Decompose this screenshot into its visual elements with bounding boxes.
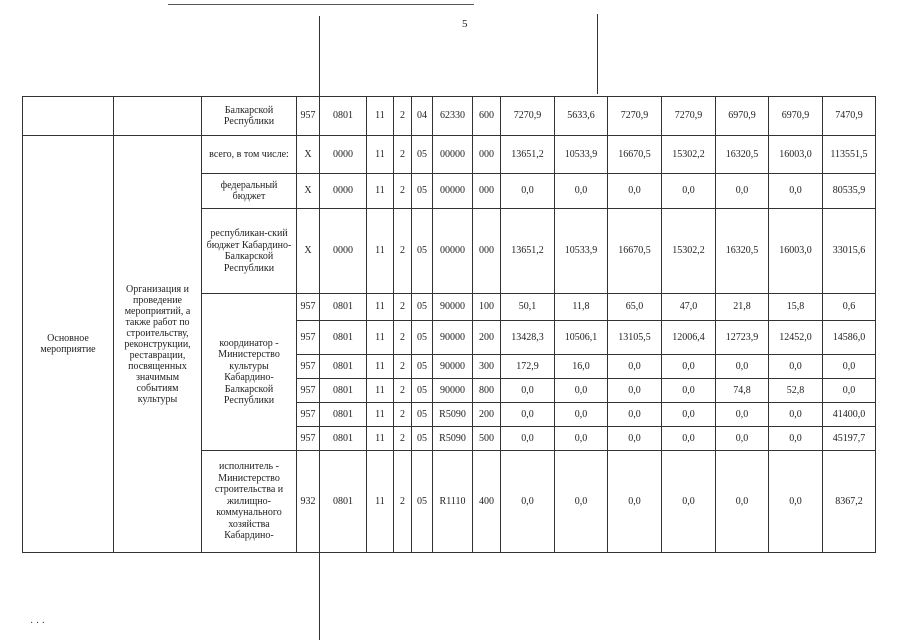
empty-cell [23, 97, 114, 136]
expense-type-code: 000 [473, 136, 501, 174]
grbs-code: 957 [297, 294, 320, 321]
expense-type-code: 200 [473, 403, 501, 427]
direction-code: 90000 [433, 355, 473, 379]
expense-type-code: 800 [473, 379, 501, 403]
value-cell: 21,8 [716, 294, 769, 321]
section-code: 0801 [320, 403, 367, 427]
row-label: Балкарской Республики [202, 97, 297, 136]
section-code: 0801 [320, 355, 367, 379]
subprogram-code: 2 [394, 451, 412, 553]
program-code: 11 [367, 379, 394, 403]
value-cell: 0,0 [555, 403, 608, 427]
direction-code: R5090 [433, 403, 473, 427]
value-cell: 0,0 [716, 355, 769, 379]
program-code: 11 [367, 403, 394, 427]
direction-code: R5090 [433, 427, 473, 451]
direction-code: 00000 [433, 136, 473, 174]
budget-table [22, 96, 876, 553]
activity-type-cell: Основное мероприятие [23, 136, 114, 553]
value-cell: 80535,9 [823, 174, 876, 209]
grbs-code: X [297, 174, 320, 209]
expense-type-code: 000 [473, 209, 501, 294]
value-cell: 41400,0 [823, 403, 876, 427]
value-cell: 10533,9 [555, 209, 608, 294]
event-code: 05 [412, 136, 433, 174]
value-cell: 16320,5 [716, 136, 769, 174]
expense-type-code: 200 [473, 321, 501, 355]
value-cell: 7270,9 [608, 97, 662, 136]
value-cell: 0,0 [501, 451, 555, 553]
value-cell: 0,0 [662, 427, 716, 451]
value-cell: 0,0 [662, 403, 716, 427]
value-cell: 13651,2 [501, 136, 555, 174]
direction-code: 62330 [433, 97, 473, 136]
value-cell: 0,0 [608, 427, 662, 451]
value-cell: 6970,9 [716, 97, 769, 136]
grbs-code: 957 [297, 321, 320, 355]
page-number: 5 [462, 18, 468, 30]
direction-code: 90000 [433, 379, 473, 403]
program-code: 11 [367, 174, 394, 209]
value-cell: 7470,9 [823, 97, 876, 136]
value-cell: 16670,5 [608, 136, 662, 174]
value-cell: 14586,0 [823, 321, 876, 355]
row-label: федеральный бюджет [202, 174, 297, 209]
expense-type-code: 500 [473, 427, 501, 451]
subprogram-code: 2 [394, 97, 412, 136]
program-code: 11 [367, 209, 394, 294]
subprogram-code: 2 [394, 379, 412, 403]
value-cell: 0,0 [608, 355, 662, 379]
value-cell: 47,0 [662, 294, 716, 321]
value-cell: 0,0 [608, 403, 662, 427]
subprogram-code: 2 [394, 403, 412, 427]
value-cell: 0,0 [769, 355, 823, 379]
value-cell: 15302,2 [662, 136, 716, 174]
section-code: 0000 [320, 209, 367, 294]
event-code: 05 [412, 321, 433, 355]
scan-speck: · · · [30, 618, 45, 629]
grbs-code: X [297, 209, 320, 294]
subprogram-code: 2 [394, 136, 412, 174]
value-cell: 0,0 [769, 451, 823, 553]
direction-code: 00000 [433, 209, 473, 294]
value-cell: 52,8 [769, 379, 823, 403]
program-code: 11 [367, 136, 394, 174]
event-code: 05 [412, 451, 433, 553]
event-code: 05 [412, 379, 433, 403]
grbs-code: X [297, 136, 320, 174]
value-cell: 5633,6 [555, 97, 608, 136]
value-cell: 0,0 [555, 174, 608, 209]
value-cell: 172,9 [501, 355, 555, 379]
section-code: 0801 [320, 294, 367, 321]
value-cell: 0,0 [501, 174, 555, 209]
direction-code: R1110 [433, 451, 473, 553]
scan-line-right [597, 14, 598, 94]
value-cell: 15,8 [769, 294, 823, 321]
value-cell: 0,0 [608, 451, 662, 553]
direction-code: 90000 [433, 294, 473, 321]
section-code: 0000 [320, 136, 367, 174]
value-cell: 0,0 [555, 427, 608, 451]
subprogram-code: 2 [394, 174, 412, 209]
value-cell: 0,0 [716, 174, 769, 209]
value-cell: 8367,2 [823, 451, 876, 553]
event-code: 05 [412, 403, 433, 427]
value-cell: 16003,0 [769, 209, 823, 294]
value-cell: 0,0 [662, 451, 716, 553]
value-cell: 11,8 [555, 294, 608, 321]
value-cell: 113551,5 [823, 136, 876, 174]
expense-type-code: 100 [473, 294, 501, 321]
program-code: 11 [367, 294, 394, 321]
value-cell: 16,0 [555, 355, 608, 379]
value-cell: 0,0 [716, 403, 769, 427]
value-cell: 0,0 [608, 174, 662, 209]
value-cell: 0,0 [769, 403, 823, 427]
value-cell: 0,0 [501, 379, 555, 403]
value-cell: 13105,5 [608, 321, 662, 355]
value-cell: 0,0 [823, 379, 876, 403]
value-cell: 0,0 [662, 379, 716, 403]
value-cell: 12723,9 [716, 321, 769, 355]
scan-line-left [319, 16, 320, 640]
activity-name-cell: Организация и проведение мероприятий, а также работ по строительству, реконструкции, реставрации, посвященных значимым событиям культуры [114, 136, 202, 553]
section-code: 0801 [320, 97, 367, 136]
grbs-code: 957 [297, 403, 320, 427]
value-cell: 12452,0 [769, 321, 823, 355]
grbs-code: 957 [297, 427, 320, 451]
value-cell: 50,1 [501, 294, 555, 321]
row-label: республикан-ский бюджет Кабардино-Балкарской Республики [202, 209, 297, 294]
value-cell: 33015,6 [823, 209, 876, 294]
program-code: 11 [367, 427, 394, 451]
value-cell: 0,0 [555, 379, 608, 403]
value-cell: 45197,7 [823, 427, 876, 451]
subprogram-code: 2 [394, 355, 412, 379]
row-label: всего, в том числе: [202, 136, 297, 174]
value-cell: 0,0 [769, 427, 823, 451]
value-cell: 16003,0 [769, 136, 823, 174]
event-code: 05 [412, 355, 433, 379]
value-cell: 0,0 [501, 403, 555, 427]
event-code: 05 [412, 427, 433, 451]
expense-type-code: 400 [473, 451, 501, 553]
row-label: координатор - Министерство культуры Кабардино-Балкарской Республики [202, 294, 297, 451]
value-cell: 13428,3 [501, 321, 555, 355]
subprogram-code: 2 [394, 294, 412, 321]
expense-type-code: 300 [473, 355, 501, 379]
value-cell: 0,0 [823, 355, 876, 379]
expense-type-code: 000 [473, 174, 501, 209]
value-cell: 0,0 [716, 427, 769, 451]
table-row [23, 97, 876, 136]
event-code: 04 [412, 97, 433, 136]
subprogram-code: 2 [394, 209, 412, 294]
value-cell: 7270,9 [501, 97, 555, 136]
grbs-code: 957 [297, 97, 320, 136]
program-code: 11 [367, 355, 394, 379]
value-cell: 10533,9 [555, 136, 608, 174]
value-cell: 0,0 [555, 451, 608, 553]
section-code: 0801 [320, 321, 367, 355]
event-code: 05 [412, 174, 433, 209]
value-cell: 0,0 [662, 174, 716, 209]
program-code: 11 [367, 451, 394, 553]
section-code: 0801 [320, 451, 367, 553]
row-label: исполнитель - Министерство строительства и жилищно-коммунального хозяйства Кабардино- [202, 451, 297, 553]
value-cell: 16320,5 [716, 209, 769, 294]
section-code: 0801 [320, 379, 367, 403]
direction-code: 00000 [433, 174, 473, 209]
top-rule [168, 4, 474, 5]
value-cell: 0,0 [662, 355, 716, 379]
expense-type-code: 600 [473, 97, 501, 136]
direction-code: 90000 [433, 321, 473, 355]
value-cell: 12006,4 [662, 321, 716, 355]
program-code: 11 [367, 97, 394, 136]
value-cell: 15302,2 [662, 209, 716, 294]
value-cell: 65,0 [608, 294, 662, 321]
subprogram-code: 2 [394, 321, 412, 355]
value-cell: 13651,2 [501, 209, 555, 294]
value-cell: 10506,1 [555, 321, 608, 355]
section-code: 0000 [320, 174, 367, 209]
section-code: 0801 [320, 427, 367, 451]
grbs-code: 957 [297, 355, 320, 379]
event-code: 05 [412, 294, 433, 321]
program-code: 11 [367, 321, 394, 355]
value-cell: 16670,5 [608, 209, 662, 294]
value-cell: 0,0 [608, 379, 662, 403]
table-row [23, 136, 876, 174]
value-cell: 6970,9 [769, 97, 823, 136]
value-cell: 0,0 [769, 174, 823, 209]
value-cell: 0,0 [716, 451, 769, 553]
value-cell: 74,8 [716, 379, 769, 403]
event-code: 05 [412, 209, 433, 294]
grbs-code: 932 [297, 451, 320, 553]
subprogram-code: 2 [394, 427, 412, 451]
value-cell: 7270,9 [662, 97, 716, 136]
grbs-code: 957 [297, 379, 320, 403]
value-cell: 0,6 [823, 294, 876, 321]
value-cell: 0,0 [501, 427, 555, 451]
empty-cell [114, 97, 202, 136]
